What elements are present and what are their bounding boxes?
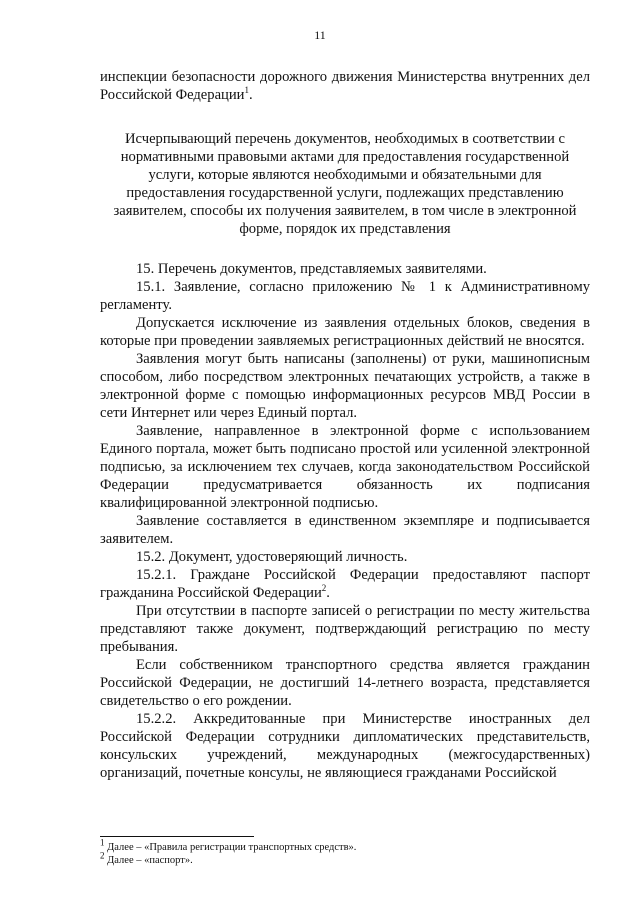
paragraph-filling-methods: Заявления могут быть написаны (заполнены) от руки, машинописным способом, либо посредством электронных печатающих устройств, а также в электронной форме с помощью информационных ресурсов МВД России в сети Интернет или через Единый портал. — [100, 351, 590, 421]
paragraph-single-copy: Заявление составляется в единственном экземпляре и подписывается заявителем. — [100, 513, 590, 547]
paragraph-residence-registration: При отсутствии в паспорте записей о регистрации по месту жительства представляют также документ, подтверждающий регистрацию по месту пребывания. — [100, 603, 590, 655]
paragraph-15-2: 15.2. Документ, удостоверяющий личность. — [136, 549, 408, 565]
intro-paragraph: инспекции безопасности дорожного движения Министерства внутренних дел Российской Федерации$^1$. — [100, 69, 590, 103]
footnote-1 — [100, 837, 590, 854]
document-body — [100, 68, 590, 782]
footnote-1-text: Далее – «Правила регистрации транспортных средств». — [107, 842, 357, 853]
footnote-ref-2: 2 — [321, 583, 327, 594]
footnotes — [100, 836, 590, 867]
paragraph-15: 15. Перечень документов, представляемых заявителями. — [136, 261, 487, 277]
footnote-divider — [100, 836, 254, 837]
passport-text: 15.2.1. Граждане Российской Федерации предоставляют паспорт гражданина Российской Федерации — [100, 567, 590, 601]
footnote-2 — [100, 850, 590, 867]
intro-text: инспекции безопасности дорожного движения Министерства внутренних дел Российской Федерации — [100, 69, 590, 103]
paragraph-15-1: 15.1. Заявление, согласно приложению № 1 к Административному регламенту. — [100, 279, 590, 313]
paragraph-minor-owner: Если собственником транспортного средства является гражданин Российской Федерации, не достигший 14-летнего возраста, представляется свидетельство о его рождении. — [100, 657, 590, 709]
footnote-1-marker: 1 — [100, 837, 105, 848]
page-number: 11 — [314, 28, 326, 42]
paragraph-electronic-signature: Заявление, направленное в электронной форме с использованием Единого портала, может быть подписано простой или усиленной электронной подписью, за исключением тех случаев, когда законодательством Российской Федерации предусматривается обязанность их подписания квалифицированной электронной подписью. — [100, 423, 590, 511]
section-heading: Исчерпывающий перечень документов, необходимых в соответствии с нормативными правовыми актами для предоставления государственной услуги, которые являются необходимыми и обязательными для предоставления государственной услуги, подлежащих представлению заявителем, способы их получения заявителем, в том числе в электронной форме, порядок их представления — [113, 131, 577, 237]
footnote-2-text: Далее – «паспорт». — [107, 855, 193, 866]
paragraph-15-2-2: 15.2.2. Аккредитованные при Министерстве иностранных дел Российской Федерации сотрудники дипломатических представительств, консульских учреждений, международных (межгосударственных) организаций, почетные консулы, не являющиеся гражданами Российской — [100, 711, 590, 781]
footnote-2-marker: 2 — [100, 850, 105, 861]
paragraph-15-2-1: 15.2.1. Граждане Российской Федерации предоставляют паспорт гражданина Российской Федерации$^2$. — [100, 567, 590, 601]
paragraph-exclusion: Допускается исключение из заявления отдельных блоков, сведения в которые при проведении заявляемых регистрационных действий не вносятся. — [100, 315, 590, 349]
footnote-ref-1: 1 — [244, 85, 249, 96]
